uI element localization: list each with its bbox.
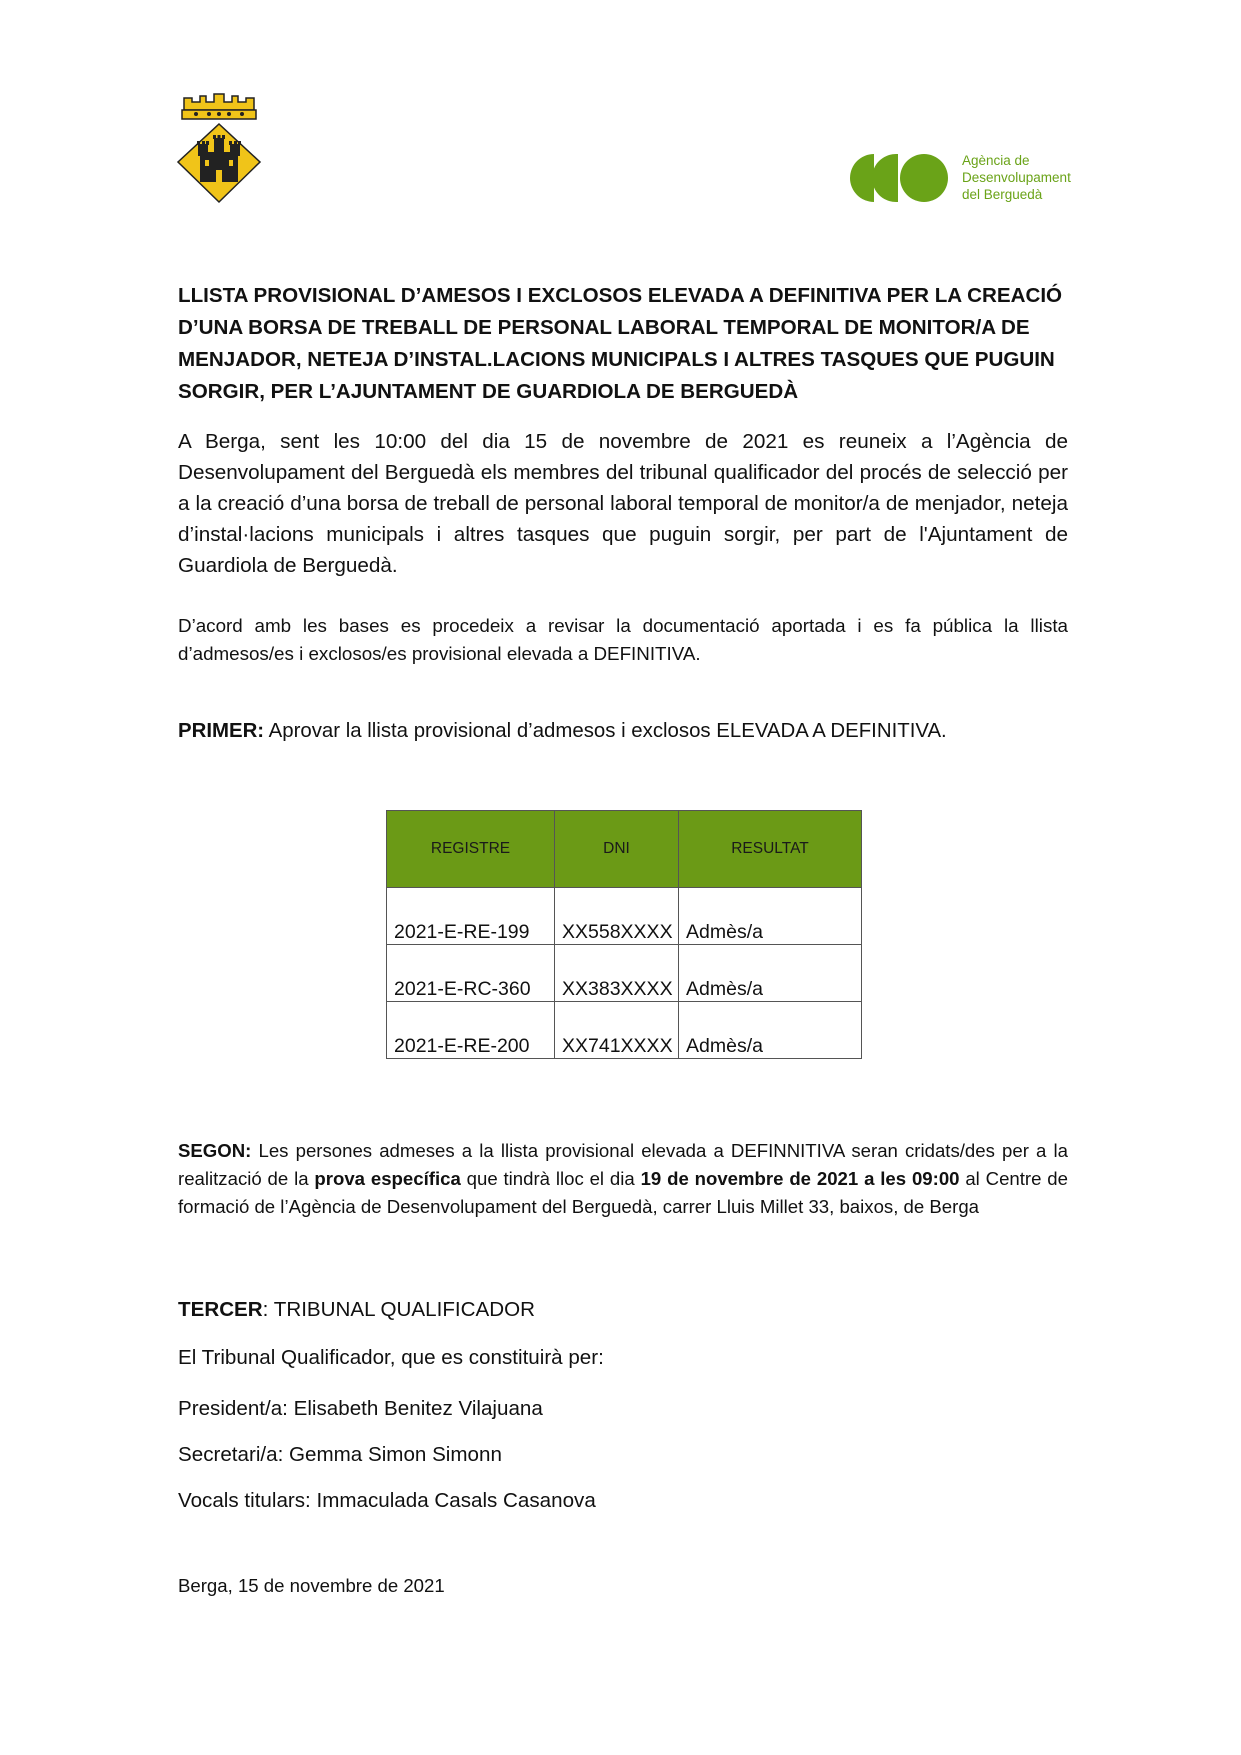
segon-text-3: al Centre de formació de l’Agència de Desenvolupament del Berguedà, carrer Lluis Millet 33, baixos, de Berga <box>178 1168 1068 1217</box>
segon-label: SEGON: <box>178 1140 252 1161</box>
document-title: LLISTA PROVISIONAL D’AMESOS I EXCLOSOS ELEVADA A DEFINITIVA PER LA CREACIÓ D’UNA BORSA DE TREBALL DE PERSONAL LABORAL TEMPORAL DE MONITOR/A DE MENJADOR, NETEJA D’INSTAL.LACIONS MUNICIPALS I ALTRES TASQUES QUE PUGUIN SORGIR, PER L’AJUNTAMENT DE GUARDIOLA DE BERGUEDÀ <box>178 284 1063 403</box>
agency-name-line-3: del Berguedà <box>962 187 1043 202</box>
logo-circle-mid <box>872 154 898 202</box>
table-row <box>387 888 862 945</box>
logo-circle-left <box>850 154 874 202</box>
column-header-dni: DNI <box>555 811 679 888</box>
table-row <box>387 945 862 1002</box>
column-header-registre: REGISTRE <box>387 811 555 888</box>
castle-icon <box>197 135 241 182</box>
cell-resultat: Admès/a <box>679 888 862 945</box>
cell-resultat: Admès/a <box>679 1002 862 1059</box>
cell-dni: XX558XXXX <box>555 888 679 945</box>
cell-registre: 2021-E-RE-200 <box>387 1002 555 1059</box>
cell-dni: XX383XXXX <box>555 945 679 1002</box>
segon-text-2: que tindrà lloc el dia <box>460 1168 641 1189</box>
cell-resultat: Admès/a <box>679 945 862 1002</box>
cell-registre: 2021-E-RE-199 <box>387 888 555 945</box>
coat-of-arms-logo <box>176 92 262 204</box>
tribunal-president: President/a: Elisabeth Benitez Vilajuana <box>178 1397 543 1420</box>
cell-registre: 2021-E-RC-360 <box>387 945 555 1002</box>
segon-bold-1: prova específica <box>314 1168 461 1189</box>
bases-paragraph: D’acord amb les bases es procedeix a revisar la documentació aportada i es fa pública la llista d’admesos/es i exclosos/es provisional elevada a DEFINITIVA. <box>178 615 1068 664</box>
primer-paragraph <box>178 716 947 746</box>
results-table <box>386 810 862 1059</box>
crown-icon <box>182 94 256 119</box>
agency-name <box>962 152 1071 203</box>
primer-label: PRIMER: <box>178 720 265 742</box>
agency-logo <box>850 150 1080 206</box>
intro-paragraph: A Berga, sent les 10:00 del dia 15 de novembre de 2021 es reuneix a l’Agència de Desenvolupament del Berguedà els membres del tribunal qualificador del procés de selecció per a la creació d’una borsa de treball de personal laboral temporal de monitor/a de menjador, neteja d’instal·lacions municipals i altres tasques que puguin sorgir, per part de l'Ajuntament de Guardiola de Berguedà. <box>178 430 1068 577</box>
tercer-paragraph <box>178 1295 535 1325</box>
tribunal-secretari: Secretari/a: Gemma Simon Simonn <box>178 1443 502 1466</box>
segon-bold-2: 19 de novembre de 2021 a les 09:00 <box>640 1168 960 1189</box>
table-row <box>387 1002 862 1059</box>
logo-circle-right <box>900 154 948 202</box>
tercer-text: : TRIBUNAL QUALIFICADOR <box>262 1298 536 1321</box>
agency-name-line-2: Desenvolupament <box>962 170 1071 185</box>
agency-name-line-1: Agència de <box>962 153 1030 168</box>
signoff-date: Berga, 15 de novembre de 2021 <box>178 1575 445 1596</box>
tribunal-vocals: Vocals titulars: Immaculada Casals Casanova <box>178 1489 596 1512</box>
cell-dni: XX741XXXX <box>555 1002 679 1059</box>
primer-text: Aprovar la llista provisional d’admesos i exclosos ELEVADA A DEFINITIVA. <box>264 720 947 742</box>
tercer-label: TERCER <box>178 1298 263 1321</box>
tribunal-intro: El Tribunal Qualificador, que es constituirà per: <box>178 1346 604 1369</box>
table-header-row <box>387 811 862 888</box>
segon-paragraph <box>178 1137 1068 1221</box>
column-header-resultat: RESULTAT <box>679 811 862 888</box>
segon-text-1: Les persones admeses a la llista provisional elevada a DEFINNITIVA seran cridats/des per a la realització de la <box>178 1140 1068 1189</box>
